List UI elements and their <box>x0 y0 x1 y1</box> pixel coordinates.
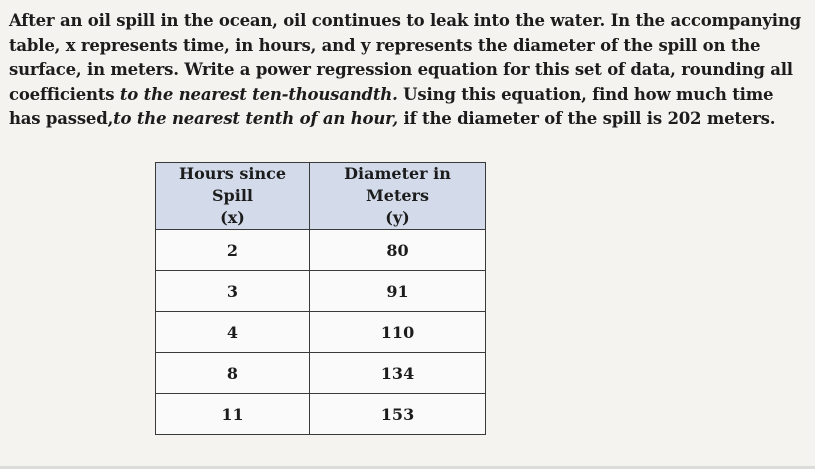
header-hours-title: Hours since Spill <box>178 164 287 205</box>
table-row <box>156 230 486 271</box>
cell-hours: 8 <box>156 353 310 394</box>
cell-hours: 11 <box>156 394 310 435</box>
problem-sentence-3: Using this equation, find how much time has passed, <box>9 84 774 128</box>
cell-diameter: 80 <box>310 230 486 271</box>
header-diameter-title: Diameter in Meters <box>344 164 451 205</box>
table-row <box>156 271 486 312</box>
cell-diameter: 91 <box>310 271 486 312</box>
header-diameter-variable: (y) <box>385 208 410 227</box>
problem-text <box>9 9 809 132</box>
cell-hours: 3 <box>156 271 310 312</box>
data-table-container <box>155 162 486 435</box>
header-hours <box>156 163 310 230</box>
cell-diameter: 134 <box>310 353 486 394</box>
cell-hours: 2 <box>156 230 310 271</box>
header-hours-variable: (x) <box>220 208 245 227</box>
table-row <box>156 394 486 435</box>
table-header-row <box>156 163 486 230</box>
header-diameter <box>310 163 486 230</box>
problem-sentence-3-end: if the diameter of the spill is 202 meters. <box>403 109 776 128</box>
table-row <box>156 312 486 353</box>
cell-diameter: 153 <box>310 394 486 435</box>
cell-hours: 4 <box>156 312 310 353</box>
problem-precision-note: to the nearest ten-thousandth. <box>119 84 398 104</box>
problem-sentence-2: Write a power regression equation for this set of data, rounding all coefficients <box>9 60 793 104</box>
cell-diameter: 110 <box>310 312 486 353</box>
data-table <box>155 162 486 435</box>
problem-sentence-1: After an oil spill in the ocean, oil continues to leak into the water. In the accompanying table, x represents time, in hours, and y represents the diameter of the spill on the surface, in meters. <box>9 11 801 79</box>
problem-time-precision-note: to the nearest tenth of an hour, <box>113 109 398 128</box>
table-row <box>156 353 486 394</box>
